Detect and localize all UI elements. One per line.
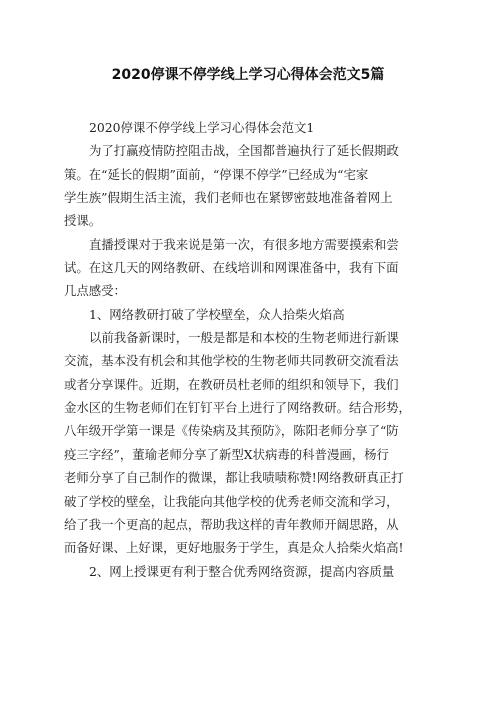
text-line: 直播授课对于我来说是第一次，有很多地方需要摸索和尝	[89, 236, 399, 252]
text-line: 2、网上授课更有利于整合优秀网络资源，提高内容质量	[89, 563, 395, 579]
text-line: 为了打赢疫情防控阻击战，全国都普遍执行了延长假期政	[89, 143, 399, 159]
text-line: 交流，基本没有机会和其他学校的生物老师共同教研交流看法	[64, 353, 399, 369]
text-line: 给了我一个更高的起点，帮助我这样的青年教师开阔思路，从	[64, 516, 399, 532]
text-line: 金水区的生物老师们在钉钉平台上进行了网络教研。结合形势，	[64, 400, 411, 416]
text-line: 或者分享课件。近期，在教研员杜老师的组织和领导下，我们	[64, 376, 399, 392]
text-line: 策。在“延长的假期”面前，“停课不停学”已经成为“宅家	[64, 166, 369, 182]
document-title: 2020停课不停学线上学习心得体会范文5篇	[111, 67, 385, 83]
text-line: 试。在这几天的网络教研、在线培训和网课准备中，我有下面	[64, 260, 399, 276]
text-line: 八年级开学第一课是《传染病及其预防》，陈阳老师分享了“防	[64, 423, 399, 439]
text-line: 疫三字经”，董瑜老师分享了新型X状病毒的科普漫画，杨行	[64, 446, 389, 462]
text-line: 而备好课、上好课，更好地服务于学生，真是众人拾柴火焰高!	[64, 540, 404, 556]
document-body	[64, 116, 444, 583]
text-line: 以前我备新课时，一般是都是和本校的生物老师进行新课	[89, 330, 399, 346]
text-line: 几点感受：	[64, 283, 126, 299]
text-line: 破了学校的壁垒，让我能向其他学校的优秀老师交流和学习，	[64, 493, 399, 509]
text-line: 1、网络教研打破了学校壁垒，众人拾柴火焰高	[89, 306, 345, 322]
text-line: 授课。	[64, 213, 102, 229]
text-line: 老师分享了自己制作的微课，都让我啧啧称赞!网络教研真正打	[64, 470, 404, 486]
text-line: 2020停课不停学线上学习心得体会范文1	[89, 120, 315, 135]
text-line: 学生族”假期生活主流，我们老师也在紧锣密鼓地准备着网上	[64, 190, 393, 206]
